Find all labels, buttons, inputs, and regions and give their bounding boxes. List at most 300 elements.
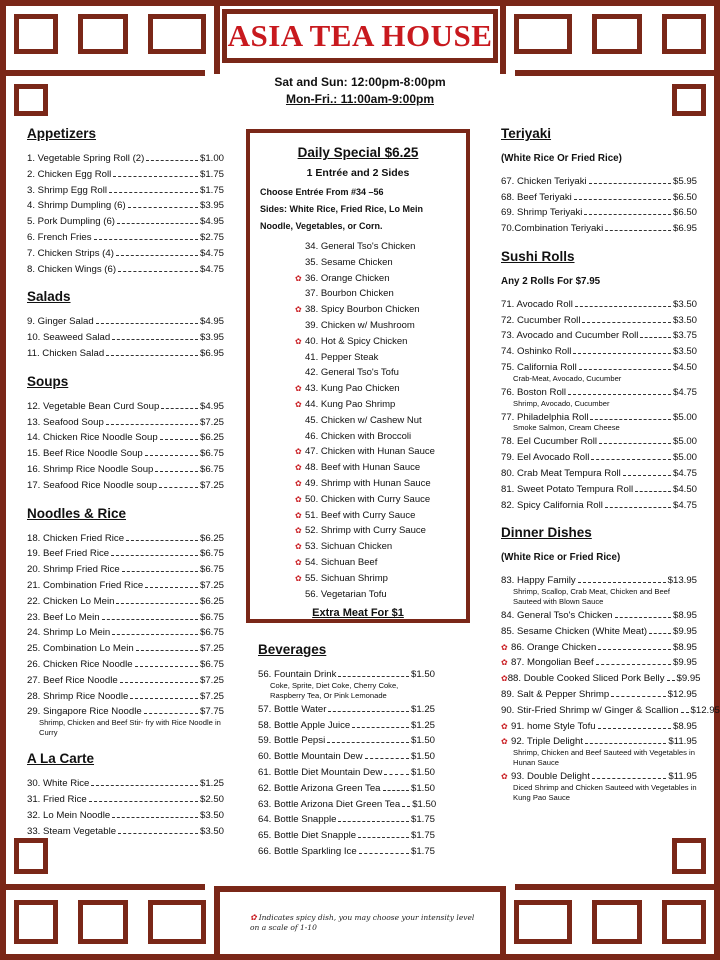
daily-special-title: Daily Special $6.25 xyxy=(297,145,419,160)
right-column xyxy=(501,120,720,810)
menu-item xyxy=(501,655,697,671)
menu-item xyxy=(501,466,697,482)
section-heading: Soups xyxy=(27,373,69,389)
menu-item-name: 27. Beef Rice Noodle xyxy=(27,674,118,686)
menu-item-name: 87. Mongolian Beef xyxy=(511,657,594,669)
middle-column xyxy=(258,636,435,866)
menu-item-price: $12.95 xyxy=(667,688,697,700)
leader-dots xyxy=(383,790,409,791)
leader-dots xyxy=(605,507,671,508)
leader-dots xyxy=(611,696,665,697)
leader-dots xyxy=(106,355,198,356)
pepper-icon: ✿ xyxy=(295,399,302,409)
menu-item-price: $3.95 xyxy=(199,332,224,344)
special-entree-name: 49. Shrimp with Hunan Sauce xyxy=(305,477,431,489)
menu-item xyxy=(258,749,435,765)
menu-item xyxy=(501,719,697,735)
menu-item-price: $3.75 xyxy=(672,330,697,342)
special-entree-name: 54. Sichuan Beef xyxy=(305,556,378,568)
menu-item-price: $4.75 xyxy=(672,467,697,479)
menu-item-price: $5.00 xyxy=(672,411,697,423)
leader-dots xyxy=(327,742,409,743)
pepper-icon: ✿ xyxy=(501,772,508,782)
leader-dots xyxy=(112,817,198,818)
menu-item xyxy=(27,808,224,824)
menu-item-name: 78. Eel Cucumber Roll xyxy=(501,436,597,448)
leader-dots xyxy=(338,676,409,677)
menu-item-name: 31. Fried Rice xyxy=(27,793,87,805)
menu-item xyxy=(27,415,224,431)
section-subheading: Any 2 Rolls For $7.95 xyxy=(501,275,601,287)
special-entree-name: 56. Vegetarian Tofu xyxy=(305,588,387,600)
menu-item-name: 80. Crab Meat Tempura Roll xyxy=(501,467,621,479)
leader-dots xyxy=(592,778,666,779)
menu-item-price: $6.50 xyxy=(672,207,697,219)
section-subheading: (White Rice Or Fried Rice) xyxy=(501,153,622,164)
menu-item-name: 88. Double Cooked Sliced Pork Belly xyxy=(507,673,665,685)
special-entree xyxy=(295,523,456,539)
menu-item-name: 22. Chicken Lo Mein xyxy=(27,595,115,607)
special-entree-name: 45. Chicken w/ Cashew Nut xyxy=(305,414,422,426)
menu-item xyxy=(27,346,224,362)
leader-dots xyxy=(113,176,198,177)
menu-item-name: 73. Avocado and Cucumber Roll xyxy=(501,330,639,342)
menu-item-price: $1.75 xyxy=(199,168,224,180)
leader-dots xyxy=(402,806,410,807)
leader-dots xyxy=(120,682,198,683)
leader-dots xyxy=(579,369,671,370)
special-entree xyxy=(295,587,456,603)
leader-dots xyxy=(136,650,198,651)
daily-special-sides: Sides: White Rice, Fried Rice, Lo Mein Noodle, Vegetables, or Corn. xyxy=(260,204,424,231)
menu-item xyxy=(501,608,697,624)
menu-item xyxy=(27,214,224,230)
leader-dots xyxy=(623,475,671,476)
menu-item xyxy=(501,434,697,450)
menu-item-price: $9.95 xyxy=(676,673,701,685)
special-entree-name: 44. Kung Pao Shrimp xyxy=(305,398,396,410)
special-entree xyxy=(295,350,456,366)
menu-item-name: 30. White Rice xyxy=(27,778,90,790)
menu-item-name: 29. Singapore Rice Noodle xyxy=(27,706,142,718)
pepper-icon: ✿ xyxy=(295,478,302,488)
leader-dots xyxy=(112,339,198,340)
menu-item-price: $12.95 xyxy=(690,704,720,716)
menu-item-price: $8.95 xyxy=(672,720,697,732)
leader-dots xyxy=(111,555,198,556)
special-entree xyxy=(295,239,456,255)
menu-item-name: 63. Bottle Arizona Diet Green Tea xyxy=(258,798,401,810)
leader-dots xyxy=(118,833,198,834)
menu-item xyxy=(258,781,435,797)
special-entree-name: 36. Orange Chicken xyxy=(305,272,390,284)
menu-item xyxy=(27,246,224,262)
special-entree xyxy=(295,429,456,445)
menu-item-name: 61. Bottle Diet Mountain Dew xyxy=(258,766,383,778)
menu-item-name: 7. Chicken Strips (4) xyxy=(27,247,114,259)
menu-item-name: 57. Bottle Water xyxy=(258,703,327,715)
menu-item-price: $1.25 xyxy=(410,719,435,731)
left-column xyxy=(27,120,224,845)
menu-item-price: $1.75 xyxy=(199,184,224,196)
leader-dots xyxy=(145,587,198,588)
menu-item xyxy=(27,610,224,626)
leader-dots xyxy=(568,394,671,395)
section-heading: Appetizers xyxy=(27,126,97,141)
menu-item-price: $7.25 xyxy=(199,690,224,702)
menu-item-price: $6.75 xyxy=(199,564,224,576)
leader-dots xyxy=(599,443,671,444)
menu-item-price: $6.75 xyxy=(199,463,224,475)
menu-item-price: $7.25 xyxy=(199,479,224,491)
menu-item-price: $4.50 xyxy=(672,361,697,373)
leader-dots xyxy=(585,743,666,744)
menu-item xyxy=(501,313,697,329)
leader-dots xyxy=(596,664,671,665)
menu-item-price: $4.75 xyxy=(672,499,697,511)
menu-item-name: 15. Beef Rice Noodle Soup xyxy=(27,448,143,460)
menu-item xyxy=(27,462,224,478)
menu-item xyxy=(27,446,224,462)
leader-dots xyxy=(359,853,409,854)
special-entree xyxy=(295,255,456,271)
menu-item-price: $1.75 xyxy=(410,845,435,857)
leader-dots xyxy=(145,455,198,456)
leader-dots xyxy=(117,223,198,224)
special-entree-name: 40. Hot & Spicy Chicken xyxy=(305,335,408,347)
menu-item-name: 70.Combination Teriyaki xyxy=(501,223,604,235)
leader-dots xyxy=(635,491,671,492)
menu-item xyxy=(258,718,435,734)
special-entree-name: 43. Kung Pao Chicken xyxy=(305,383,400,395)
leader-dots xyxy=(605,230,671,231)
menu-item-name: 89. Salt & Pepper Shrimp xyxy=(501,688,610,700)
menu-item-price: $6.75 xyxy=(199,658,224,670)
menu-item xyxy=(501,450,697,466)
menu-item-price: $6.75 xyxy=(199,548,224,560)
pepper-icon: ✿ xyxy=(295,384,302,394)
leader-dots xyxy=(667,680,675,681)
menu-item xyxy=(501,671,701,687)
menu-item xyxy=(258,733,435,749)
menu-item xyxy=(27,578,224,594)
leader-dots xyxy=(155,471,198,472)
footnote-text: Indicates spicy dish, you may choose your intensity level on a scale of 1-10 xyxy=(250,913,475,932)
menu-item-name: 64. Bottle Snapple xyxy=(258,814,337,826)
menu-item xyxy=(27,399,224,415)
special-entree xyxy=(295,413,456,429)
menu-item-price: $1.50 xyxy=(412,798,437,810)
leader-dots xyxy=(640,337,671,338)
section-heading: Sushi Rolls xyxy=(501,248,575,264)
menu-item xyxy=(27,792,224,808)
menu-item xyxy=(27,546,224,562)
section-heading: Noodles & Rice xyxy=(27,505,127,521)
pepper-icon: ✿ xyxy=(295,336,302,346)
menu-item-name: 65. Bottle Diet Snapple xyxy=(258,830,357,842)
menu-item xyxy=(27,230,224,246)
menu-item xyxy=(501,687,697,703)
menu-item-name: 2. Chicken Egg Roll xyxy=(27,168,112,180)
leader-dots xyxy=(352,727,409,728)
special-entree-name: 51. Beef with Curry Sauce xyxy=(305,509,416,521)
menu-item xyxy=(501,640,697,656)
menu-item-price: $5.00 xyxy=(672,452,697,464)
special-entree xyxy=(295,365,456,381)
leader-dots xyxy=(106,424,198,425)
leader-dots xyxy=(109,192,198,193)
menu-item-name: 19. Beef Fried Rice xyxy=(27,548,110,560)
menu-item-price: $7.25 xyxy=(199,416,224,428)
leader-dots xyxy=(384,774,409,775)
pepper-icon: ✿ xyxy=(295,510,302,520)
leader-dots xyxy=(598,649,671,650)
leader-dots xyxy=(649,633,671,634)
pepper-icon: ✿ xyxy=(295,494,302,504)
menu-item-price: $1.50 xyxy=(410,766,435,778)
special-entree-name: 48. Beef with Hunan Sauce xyxy=(305,462,421,474)
leader-dots xyxy=(358,837,409,838)
special-entree xyxy=(295,571,456,587)
menu-item-price: $1.25 xyxy=(199,778,224,790)
menu-item xyxy=(258,797,435,813)
opening-hours xyxy=(200,74,520,108)
menu-item xyxy=(501,482,697,498)
special-entree xyxy=(295,318,456,334)
menu-item-price: $7.75 xyxy=(199,706,224,718)
leader-dots xyxy=(112,634,198,635)
menu-item-price: $1.00 xyxy=(199,153,224,164)
menu-item-name: 10. Seaweed Salad xyxy=(27,332,111,344)
menu-item xyxy=(27,531,224,547)
weekday-hours: Mon-Fri.: 11:00am-9:00pm xyxy=(285,92,435,106)
section-heading: Beverages xyxy=(258,642,327,657)
menu-item xyxy=(258,702,435,718)
menu-item xyxy=(27,330,224,346)
leader-dots xyxy=(598,728,671,729)
menu-item-name: 82. Spicy California Roll xyxy=(501,499,603,511)
menu-item-price: $5.00 xyxy=(672,436,697,448)
menu-item-price: $6.95 xyxy=(672,223,697,235)
menu-item-name: 86. Orange Chicken xyxy=(511,641,597,653)
menu-item-name: 76. Boston Roll xyxy=(501,386,567,398)
pepper-icon: ✿ xyxy=(295,273,302,283)
spicy-footnote xyxy=(250,913,480,933)
menu-item xyxy=(27,594,224,610)
menu-item-price: $11.95 xyxy=(668,771,697,783)
menu-item-name: 66. Bottle Sparkling Ice xyxy=(258,845,357,857)
menu-item-price: $1.50 xyxy=(410,735,435,747)
menu-item-price: $6.25 xyxy=(199,595,224,607)
menu-item xyxy=(258,765,435,781)
leader-dots xyxy=(144,713,198,714)
menu-item-name: 33. Steam Vegetable xyxy=(27,825,117,837)
special-entree-name: 34. General Tso's Chicken xyxy=(305,241,416,252)
menu-item-price: $4.75 xyxy=(199,263,224,275)
pepper-icon: ✿ xyxy=(250,913,257,922)
menu-item-name: 56. Fountain Drink xyxy=(258,669,337,680)
menu-item-name: 25. Combination Lo Mein xyxy=(27,643,134,655)
menu-item-name: 60. Bottle Mountain Dew xyxy=(258,751,363,763)
menu-item-name: 85. Sesame Chicken (White Meat) xyxy=(501,625,648,637)
special-entree xyxy=(295,460,456,476)
menu-item-name: 81. Sweet Potato Tempura Roll xyxy=(501,483,634,495)
menu-item-price: $9.95 xyxy=(672,625,697,637)
pepper-icon: ✿ xyxy=(501,674,508,684)
menu-item-price: $4.75 xyxy=(672,386,697,398)
menu-item-price: $11.95 xyxy=(668,736,697,748)
special-entree xyxy=(295,381,456,397)
leader-dots xyxy=(128,207,198,208)
menu-item-price: $3.50 xyxy=(672,346,697,358)
menu-item-name: 59. Bottle Pepsi xyxy=(258,735,326,747)
pepper-icon: ✿ xyxy=(295,463,302,473)
pepper-icon: ✿ xyxy=(501,658,508,668)
leader-dots xyxy=(365,758,409,759)
leader-dots xyxy=(591,459,671,460)
menu-item-price: $4.50 xyxy=(672,483,697,495)
menu-item xyxy=(27,625,224,641)
menu-item-price: $6.95 xyxy=(199,347,224,359)
menu-item-price: $5.95 xyxy=(672,175,697,187)
menu-item-name: 23. Beef Lo Mein xyxy=(27,611,100,623)
menu-item xyxy=(27,262,224,278)
special-entree xyxy=(295,397,456,413)
menu-item-price: $13.95 xyxy=(667,575,697,587)
menu-item xyxy=(27,314,224,330)
special-entree xyxy=(295,444,456,460)
menu-item-name: 58. Bottle Apple Juice xyxy=(258,719,351,731)
menu-item-price: $4.95 xyxy=(199,316,224,328)
menu-item-name: 68. Beef Teriyaki xyxy=(501,191,572,203)
special-entree-name: 52. Shrimp with Curry Sauce xyxy=(305,525,426,537)
leader-dots xyxy=(160,439,198,440)
menu-item-name: 69. Shrimp Teriyaki xyxy=(501,207,583,219)
menu-item xyxy=(27,776,224,792)
menu-item xyxy=(258,828,435,844)
pepper-icon: ✿ xyxy=(295,573,302,583)
extra-meat-note: Extra Meat For $1 xyxy=(312,607,404,620)
menu-item xyxy=(27,673,224,689)
section-heading: Salads xyxy=(27,289,71,305)
menu-item-description: Diced Shrimp and Chicken Sauteed with Vegetables in Kung Pao Sauce xyxy=(513,782,697,802)
menu-item-name: 13. Seafood Soup xyxy=(27,416,104,428)
menu-item xyxy=(27,824,224,840)
menu-item xyxy=(501,221,697,237)
restaurant-title: ASIA TEA HOUSE xyxy=(222,9,498,63)
menu-item-name: 74. Oshinko Roll xyxy=(501,346,572,358)
daily-special-choose: Choose Entrée From #34 –56 xyxy=(260,187,384,197)
special-entree-name: 50. Chicken with Curry Sauce xyxy=(305,493,431,505)
menu-item-price: $3.50 xyxy=(199,825,224,837)
menu-item xyxy=(501,703,720,719)
leader-dots xyxy=(126,540,198,541)
menu-item-price: $3.50 xyxy=(672,314,697,326)
leader-dots xyxy=(582,322,671,323)
menu-item-name: 3. Shrimp Egg Roll xyxy=(27,184,107,196)
special-entree-name: 53. Sichuan Chicken xyxy=(305,541,393,553)
special-entree xyxy=(295,271,456,287)
menu-item xyxy=(258,844,435,860)
menu-item-description: Shrimp, Scallop, Crab Meat, Chicken and Beef Sauteed with Blown Sauce xyxy=(513,586,671,606)
menu-item-price: $1.50 xyxy=(410,669,435,680)
leader-dots xyxy=(574,199,671,200)
leader-dots xyxy=(681,712,689,713)
leader-dots xyxy=(146,160,198,161)
menu-item xyxy=(27,183,224,199)
menu-item-name: 24. Shrimp Lo Mein xyxy=(27,627,111,639)
special-entree-name: 35. Sesame Chicken xyxy=(305,256,393,268)
menu-item-name: 91. home Style Tofu xyxy=(511,720,596,732)
menu-item-price: $4.75 xyxy=(199,247,224,259)
menu-item-price: $2.50 xyxy=(199,793,224,805)
menu-item-price: $7.25 xyxy=(199,643,224,655)
menu-item-name: 8. Chicken Wings (6) xyxy=(27,263,117,275)
pepper-icon: ✿ xyxy=(501,721,508,731)
menu-item-price: $1.50 xyxy=(410,782,435,794)
leader-dots xyxy=(573,353,671,354)
leader-dots xyxy=(118,271,198,272)
special-entree xyxy=(295,539,456,555)
menu-item-price: $2.75 xyxy=(199,231,224,243)
menu-item-description: Shrimp, Chicken and Beef Sauteed with Vegetables in Hunan Sauce xyxy=(513,748,695,768)
menu-item-description: Shrimp, Chicken and Beef Stir- fry with Rice Noodle in Curry xyxy=(39,718,221,738)
pepper-icon: ✿ xyxy=(295,542,302,552)
menu-item-price: $3.95 xyxy=(199,200,224,212)
menu-item-price: $1.75 xyxy=(410,830,435,842)
leader-dots xyxy=(159,487,198,488)
menu-item-name: 17. Seafood Rice Noodle soup xyxy=(27,479,158,491)
menu-item-price: $4.95 xyxy=(199,400,224,412)
leader-dots xyxy=(102,619,198,620)
section-heading: Dinner Dishes xyxy=(501,525,592,541)
leader-dots xyxy=(589,183,671,184)
leader-dots xyxy=(578,582,666,583)
leader-dots xyxy=(584,214,671,215)
menu-item-name: 93. Double Delight xyxy=(511,771,590,783)
menu-item-name: 72. Cucumber Roll xyxy=(501,314,581,326)
pepper-icon: ✿ xyxy=(501,642,508,652)
menu-item xyxy=(27,657,224,673)
special-entree xyxy=(295,334,456,350)
menu-item-name: 6. French Fries xyxy=(27,231,92,243)
leader-dots xyxy=(338,821,409,822)
menu-item-price: $6.25 xyxy=(199,432,224,444)
menu-item-name: 84. General Tso's Chicken xyxy=(501,609,613,621)
menu-item-description: Crab-Meat, Avocado, Cucumber xyxy=(513,373,622,383)
menu-item-name: 14. Chicken Rice Noodle Soup xyxy=(27,432,158,444)
menu-item xyxy=(27,641,224,657)
menu-item-name: 32. Lo Mein Noodle xyxy=(27,809,111,821)
leader-dots xyxy=(96,323,198,324)
menu-item xyxy=(501,205,697,221)
menu-item-name: 5. Pork Dumpling (6) xyxy=(27,216,115,228)
menu-item-name: 11. Chicken Salad xyxy=(27,347,105,359)
menu-item-name: 77. Philadelphia Roll xyxy=(501,411,589,423)
menu-item-name: 28. Shrimp Rice Noodle xyxy=(27,690,129,702)
menu-item-price: $1.75 xyxy=(410,814,435,826)
menu-item xyxy=(27,562,224,578)
menu-item-price: $4.95 xyxy=(199,216,224,228)
special-entree-name: 38. Spicy Bourbon Chicken xyxy=(305,304,420,316)
menu-item-name: 83. Happy Family xyxy=(501,575,576,587)
leader-dots xyxy=(116,255,198,256)
leader-dots xyxy=(590,419,671,420)
menu-item-name: 92. Triple Delight xyxy=(511,736,583,748)
menu-item-price: $6.75 xyxy=(199,448,224,460)
menu-item-name: 26. Chicken Rice Noodle xyxy=(27,658,133,670)
menu-item xyxy=(27,151,224,167)
